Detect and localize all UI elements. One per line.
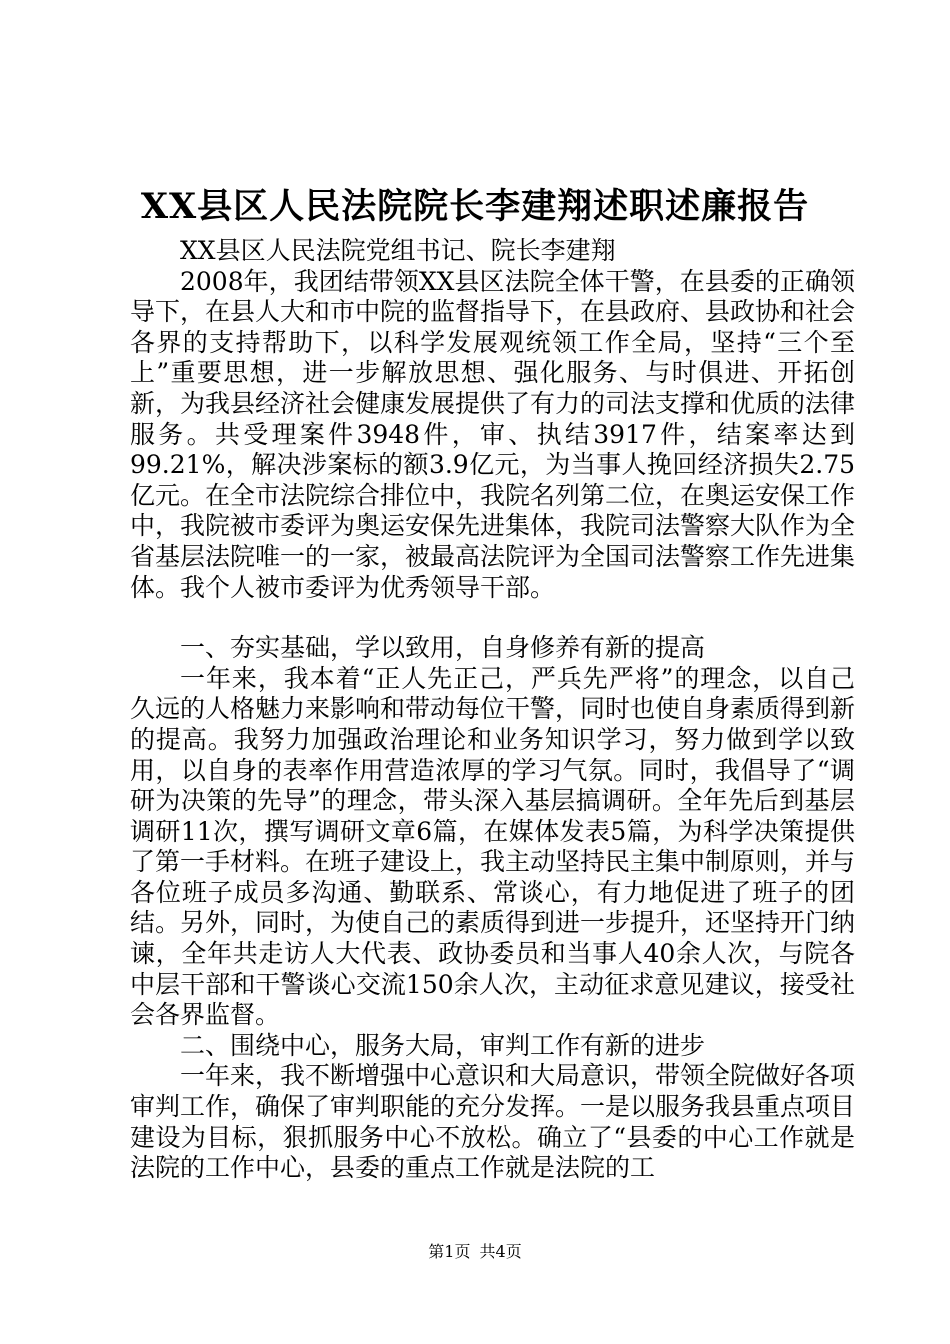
document-body [130, 236, 855, 1184]
section-heading-1: 一、夯实基础，学以致用，自身修养有新的提高 [180, 633, 706, 663]
document-title: XX县区人民法院院长李建翔述职述廉报告 [140, 186, 810, 227]
page-total: 共4页 [479, 1242, 522, 1261]
author-line: XX县区人民法院党组书记、院长李建翔 [180, 236, 616, 265]
page-footer [0, 1242, 950, 1262]
page-number: 第1页 [428, 1242, 471, 1261]
section-heading-2: 二、围绕中心，服务大局，审判工作有新的进步 [180, 1030, 706, 1060]
summary-paragraph: 2008年，我团结带领XX县区法院全体干警，在县委的正确领导下，在县人大和市中院的监督指导下，在县政府、县政协和社会各界的支持帮助下，以科学发展观统领工作全局，坚持“三个至上”重要思想，进一步解放思想、强化服务、与时俱进、开拓创新，为我县经济社会健康发展提供了有力的司法支撑和优质的法律服务。共受理案件3948件，审、执结3917件，结案率达到99.21%，解决涉案标的额3.9亿元，为当事人挽回经济损失2.75亿元。在全市法院综合排位中，我院名列第二位，在奥运安保工作中，我院被市委评为奥运安保先进集体，我院司法警察大队作为全省基层法院唯一的一家，被最高法院评为全国司法警察工作先进集体。我个人被市委评为优秀领导干部。 [130, 266, 856, 602]
section-2-paragraph: 一年来，我不断增强中心意识和大局意识，带领全院做好各项审判工作，确保了审判职能的充分发挥。一是以服务我县重点项目建设为目标，狠抓服务中心不放松。确立了“县委的中心工作就是法院的工作中心，县委的重点工作就是法院的工 [130, 1061, 856, 1183]
section-1-paragraph: 一年来，我本着“正人先正己，严兵先严将”的理念，以自己久远的人格魅力来影响和带动每位干警，同时也使自身素质得到新的提高。我努力加强政治理论和业务知识学习，努力做到学以致用，以自身的表率作用营造浓厚的学习气氛。同时，我倡导了“调研为决策的先导”的理念，带头深入基层搞调研。全年先后到基层调研11次，撰写调研文章6篇，在媒体发表5篇，为科学决策提供了第一手材料。在班子建设上，我主动坚持民主集中制原则，并与各位班子成员多沟通、勤联系、常谈心，有力地促进了班子的团结。另外，同时，为使自己的素质得到进一步提升，还坚持开门纳谏，全年共走访人大代表、政协委员和当事人40余人次，与院各中层干部和干警谈心交流150余人次，主动征求意见建议，接受社会各界监督。 [130, 663, 856, 1030]
